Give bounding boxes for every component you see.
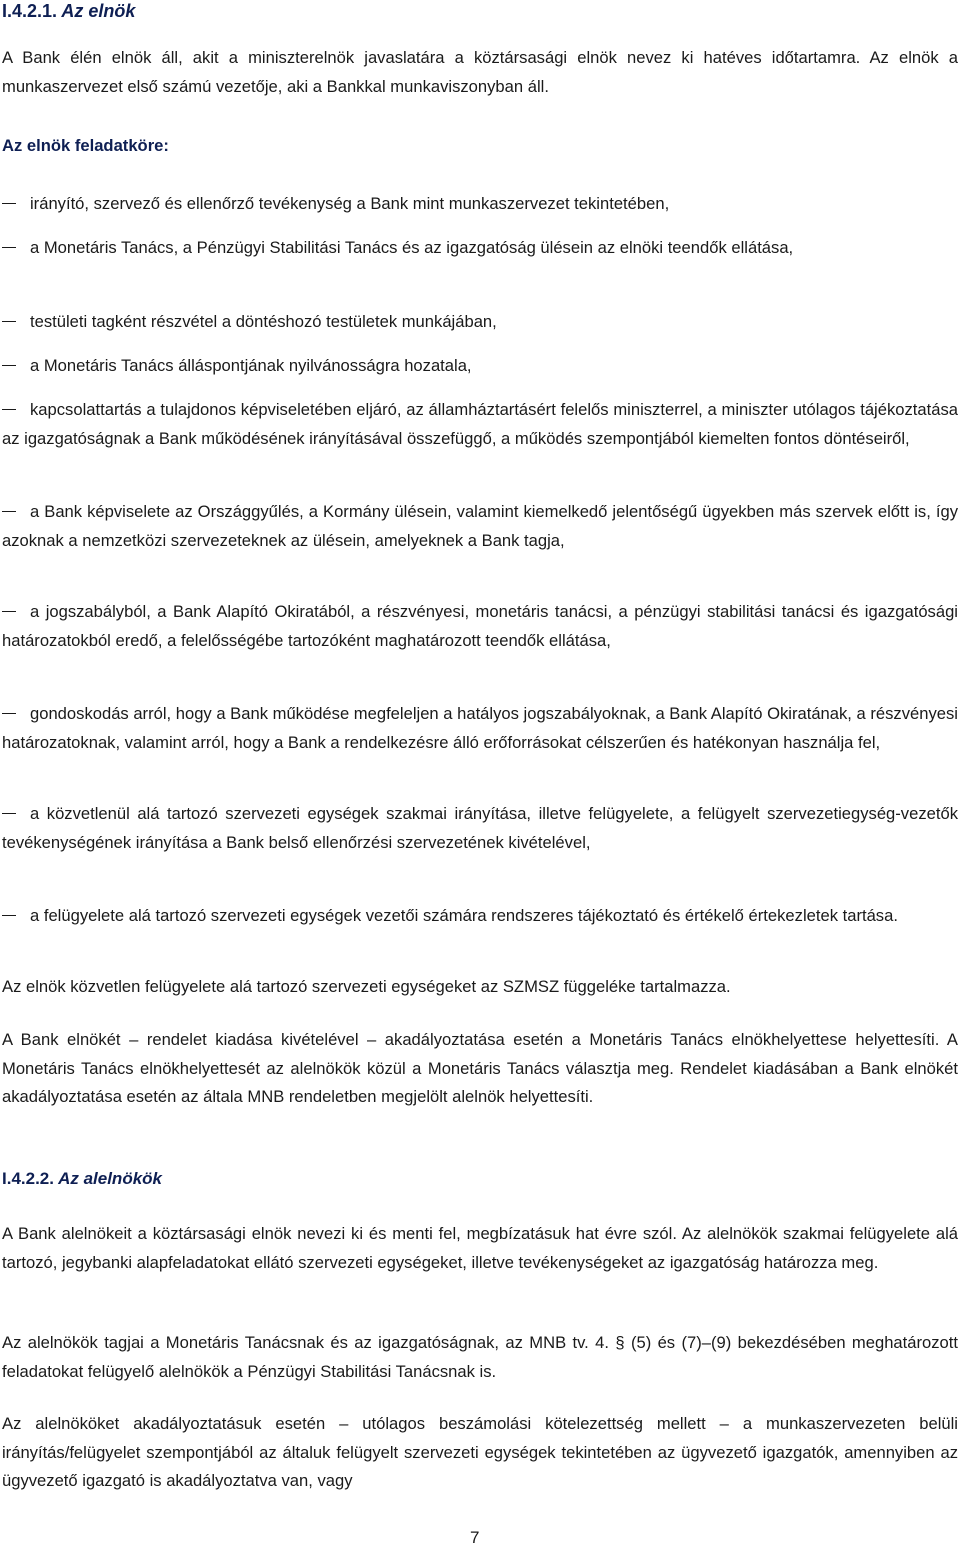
vp-paragraph-2: Az alelnökök tagjai a Monetáris Tanácsnak és az igazgatóságnak, az MNB tv. 4. § (5) és (7)–(9) bekezdésében meghatározott feladatokat felügyelő alelnökök a Pénzügyi Stabilitási Tanácsnak is. [2,1333,958,1381]
vp-paragraph-3: Az alelnököket akadályoztatásuk esetén – utólagos beszámolási kötelezettség mellett – a munkaszervezeten belüli irányítás/felügyelet szempontjából az általuk felügyelt szervezeti egységek tekintetében az ügyvezető igazgatók, amennyiben az ügyvezető igazgató is akadályoztatva van, vagy [2,1414,958,1490]
duty-item: a Bank képviselete az Országgyűlés, a Kormány ülésein, valamint kiemelkedő jelentőségű ügyekben más szervek előtt is, így azoknak a nemzetközi szervezeteknek az ülésein, amelyeknek a Bank tagja, [2,502,958,550]
substitute-paragraph: A Bank elnökét – rendelet kiadása kivételével – akadályoztatása esetén a Monetáris Tanács elnökhelyettese helyettesíti. A Monetáris Tanács elnökhelyettesét az alelnökök közül a Monetáris Tanács választja meg. Rendelet kiadásában a Bank elnökét akadályoztatása esetén az általa MNB rendeletben megjelölt alelnök helyettesíti. [2,1030,958,1106]
section-title: Az alelnökök [58,1169,162,1188]
dash-bullet-icon [2,813,16,814]
duty-item: irányító, szervező és ellenőrző tevékenység a Bank mint munkaszervezet tekintetében, [2,190,958,219]
duty-item: a jogszabályból, a Bank Alapító Okiratából, a részvényesi, monetáris tanácsi, a pénzügyi stabilitási tanácsi és igazgatósági határozatokból eredő, a felelősségébe tartozóként maghatározott teendők ellátása, [2,602,958,650]
section-number: I.4.2.2. [2,1169,54,1188]
vp-paragraph-1: A Bank alelnökeit a köztársasági elnök nevezi ki és menti fel, megbízatásuk hat évre szól. Az alelnökök szakmai felügyelete alá tartozó, jegybanki alapfeladatokat ellátó szervezeti egységeket, illetve tevékenységeket az igazgatóság határozza meg. [2,1224,958,1272]
dash-bullet-icon [2,915,16,916]
intro-paragraph: A Bank élén elnök áll, akit a miniszterelnök javaslatára a köztársasági elnök nevez ki hatéves időtartamra. Az elnök a munkaszervezet első számú vezetője, aki a Bankkal munkaviszonyban áll. [2,48,958,96]
duty-item: a felügyelete alá tartozó szervezeti egységek vezetői számára rendszeres tájékoztató és értékelő értekezletek tartása. [2,902,958,931]
duties-title: Az elnök feladatköre: [2,136,169,155]
supervision-paragraph: Az elnök közvetlen felügyelete alá tartozó szervezeti egységeket az SZMSZ függeléke tartalmazza. [2,977,731,996]
dash-bullet-icon [2,365,16,366]
section-number: I.4.2.1. [2,1,58,21]
duty-item: testületi tagként részvétel a döntéshozó testületek munkájában, [2,308,958,337]
duty-item: gondoskodás arról, hogy a Bank működése megfeleljen a hatályos jogszabályoknak, a Bank Alapító Okiratának, a részvényesi határozatoknak, valamint arról, hogy a Bank a rendelkezésre álló erőforrásokat célszerűen és hatékonyan használja fel, [2,704,958,752]
dash-bullet-icon [2,247,16,248]
section-heading-elnok [2,0,135,22]
dash-bullet-icon [2,511,16,512]
dash-bullet-icon [2,713,16,714]
dash-bullet-icon [2,611,16,612]
duty-item: a Monetáris Tanács, a Pénzügyi Stabilitási Tanács és az igazgatóság ülésein az elnöki teendők ellátása, [2,234,958,263]
section-title: Az elnök [61,1,136,21]
page-number: 7 [470,1528,480,1547]
dash-bullet-icon [2,203,16,204]
section-heading-alelnokok [2,1168,162,1190]
duty-item: a Monetáris Tanács álláspontjának nyilvánosságra hozatala, [2,352,958,381]
duty-item: kapcsolattartás a tulajdonos képviseletében eljáró, az államháztartásért felelős miniszterrel, a miniszter utólagos tájékoztatása az igazgatóságnak a Bank működésének irányításával összefüggő, a működés szempontjából kiemelten fontos döntéseiről, [2,400,958,448]
duty-item: a közvetlenül alá tartozó szervezeti egységek szakmai irányítása, illetve felügyelete, a felügyelt szervezetiegység-vezetők tevékenységének irányítása a Bank belső ellenőrzési szervezetének kivételével, [2,804,958,852]
dash-bullet-icon [2,321,16,322]
dash-bullet-icon [2,409,16,410]
